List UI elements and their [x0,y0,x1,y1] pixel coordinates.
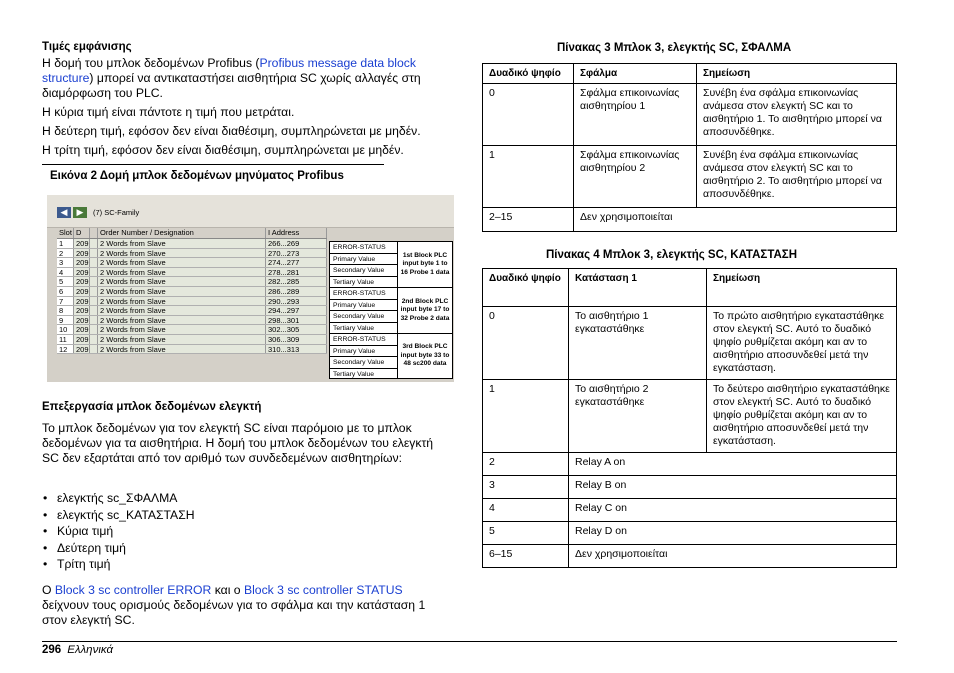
page-footer [42,644,113,656]
paragraph-block3 [42,583,452,628]
table-cell: 3 [483,476,569,499]
slot-cell: 2 Words from Slave [98,306,266,315]
table-row [483,380,897,453]
screenshot-toolbar [47,195,454,228]
field-tertiary: Tertiary Value [333,324,375,332]
table-header-row [483,64,897,84]
slot-cell: 209 [76,286,89,296]
slot-cell: 12 [57,345,74,354]
field-error-status: ERROR-STATUS [330,334,397,346]
paragraph-structure [42,56,452,101]
slot-cell: 2 [57,249,74,258]
block3-error-link[interactable]: Block 3 sc controller ERROR [54,583,212,597]
paragraph-secondary: Η δεύτερη τιμή, εφόσον δεν είναι διαθέσιμη, συμπληρώνεται με μηδέν. [42,124,421,138]
slot-cell: 5 [57,277,74,286]
field-error-status: ERROR-STATUS [330,242,397,254]
slot-cell: 2 Words from Slave [98,258,266,267]
table-row [483,208,897,232]
slot-cell [90,277,98,286]
figure-divider [42,164,384,165]
slot-cell: 2 Words from Slave [98,325,266,334]
table-cell: Δεν χρησιμοποιείται [574,208,897,232]
slot-cell: 302...305 [266,325,327,334]
slot-grid [57,228,327,354]
back-arrow-icon: ◀ [57,207,71,218]
slot-cell [90,268,98,277]
col-blank [90,228,98,238]
slot-cell: 282...285 [266,277,327,286]
block-legend [329,241,453,379]
text: Η δομή του μπλοκ δεδομένων Profibus ( [42,56,260,70]
block-1-desc: 1st Block PLC input byte 1 to 16 Probe 1 data [400,251,450,276]
slot-row [57,249,327,259]
table-row [483,146,897,208]
slot-cell: 209 [76,239,89,248]
slot-row [57,297,327,307]
header-bit: Δυαδικό ψηφίο [483,64,574,84]
header-status: Κατάσταση 1 [569,269,707,307]
slot-row [57,287,327,297]
controller-bullet-list [42,490,195,573]
table-cell: 1 [483,146,574,208]
block-2-desc: 2nd Block PLC input byte 17 to 32 Probe 2 data [400,297,450,322]
text: δείχνουν τους ορισμούς δεδομένων για το σφάλμα και την κατάσταση 1 στον ελεγκτή SC. [42,598,426,627]
col-order: Order Number / Designation [98,228,266,238]
slot-cell: 2 Words from Slave [98,239,266,248]
slot-cell: 266...269 [266,239,327,248]
table-row [483,84,897,146]
table-cell: Το αισθητήριο 1 εγκαταστάθηκε [569,307,707,380]
field-secondary: Secondary Value [330,311,397,323]
table-cell: Σφάλμα επικοινωνίας αισθητηρίου 1 [574,84,697,146]
slot-row [57,239,327,249]
slot-cell [90,239,98,248]
slot-cell: 3 [57,258,74,267]
text: Ο [42,583,55,597]
table-row [483,476,897,499]
table-cell: Συνέβη ένα σφάλμα επικοινωνίας ανάμεσα στον ελεγκτή SC και το αισθητήριο 1. Το αισθητήριο μπορεί να αποσυνδέθηκε. [697,84,897,146]
table-cell: 0 [483,84,574,146]
left-column [42,40,452,158]
slot-cell: 2 Words from Slave [98,345,266,354]
paragraph-controller: Το μπλοκ δεδομένων για τον ελεγκτή SC είναι παρόμοιο με το μπλοκ δεδομένων για τα αισθητήρια. Η δομή του μπλοκ δεδομένων του ελεγκτή SC δεν εξαρτάται από τον αριθμό των συνδεδεμένων αισθητηρίων: [42,421,434,465]
block-3-desc: 3rd Block PLC input byte 33 to 48 sc200 data [400,343,450,368]
slot-cell: 2 Words from Slave [98,316,266,325]
slot-cell: 2 Words from Slave [98,287,266,296]
table3-caption: Πίνακας 3 Μπλοκ 3, ελεγκτής SC, ΣΦΑΛΜΑ [557,42,792,54]
table-cell: Relay A on [569,453,897,476]
slot-cell: 1 [57,239,74,248]
table-cell: 2–15 [483,208,574,232]
slot-cell [90,306,98,315]
slot-cell: 306...309 [266,335,327,344]
field-tertiary: Tertiary Value [333,370,375,378]
header-note: Σημείωση [697,64,897,84]
slot-row [57,345,327,355]
table-row [483,522,897,545]
table4-caption: Πίνακας 4 Μπλοκ 3, ελεγκτής SC, ΚΑΤΑΣΤΑΣΗ [546,249,797,261]
slot-cell: 209 [76,296,89,306]
list-item: • Κύρια τιμή [42,523,195,540]
slot-cell: 2 Words from Slave [98,277,266,286]
text: και ο [211,583,244,597]
field-secondary: Secondary Value [330,265,397,277]
slot-grid-header [57,228,327,239]
slot-cell: 2 Words from Slave [98,249,266,258]
field-tertiary: Tertiary Value [333,278,375,286]
text: ) μπορεί να αντικαταστήσει αισθητήρια SC χωρίς αλλαγές στη διαμόρφωση του PLC. [42,71,421,100]
forward-arrow-icon: ▶ [73,207,87,218]
slot-cell: 298...301 [266,316,327,325]
slot-cell: 274...277 [266,258,327,267]
field-secondary: Secondary Value [330,357,397,369]
table-row [483,499,897,522]
slot-cell [90,297,98,306]
slot-cell [90,249,98,258]
table-row [483,307,897,380]
slot-cell: 11 [57,335,74,344]
table-row [483,453,897,476]
table-cell: 4 [483,499,569,522]
slot-cell: 209 [76,267,89,277]
header-error: Σφάλμα [574,64,697,84]
slot-row [57,325,327,335]
slot-row [57,306,327,316]
table-cell: Δεν χρησιμοποιείται [569,545,897,568]
section-heading-controller: Επεξεργασία μπλοκ δεδομένων ελεγκτή [42,401,262,413]
slot-cell: 270...273 [266,249,327,258]
slot-cell [90,335,98,344]
slot-row [57,268,327,278]
slot-cell: 294...297 [266,306,327,315]
table-header-row [483,269,897,307]
block-1 [329,241,453,287]
table-cell: Relay C on [569,499,897,522]
table-cell: Το δεύτερο αισθητήριο εγκαταστάθηκε στον ελεγκτή SC. Αυτό το δυαδικό ψηφίο ρυθμίζεται ακόμη και αν το αισθητήριο αποσυνδεθεί μετά την εγκατάσταση. [707,380,897,453]
table-row [483,545,897,568]
header-note: Σημείωση [707,269,897,307]
slot-row [57,277,327,287]
slot-cell: 209 [76,325,89,334]
col-d: D [74,228,90,238]
slot-cell: 209 [76,306,89,315]
slot-cell: 209 [76,258,89,267]
slot-cell: 9 [57,316,74,325]
slot-cell: 310...313 [266,345,327,354]
field-primary: Primary Value [330,346,397,358]
paragraph-primary: Η κύρια τιμή είναι πάντοτε η τιμή που μετράται. [42,105,295,119]
block-2 [329,287,453,333]
slot-row [57,316,327,326]
slot-cell: 2 Words from Slave [98,335,266,344]
table-cell: 0 [483,307,569,380]
field-primary: Primary Value [330,300,397,312]
slot-cell: 4 [57,268,74,277]
figure-caption: Εικόνα 2 Δομή μπλοκ δεδομένων μηνύματος Profibus [50,170,344,182]
table-cell: Συνέβη ένα σφάλμα επικοινωνίας ανάμεσα στον ελεγκτή SC και το αισθητήριο 2. Το αισθητήριο μπορεί να αποσυνδέθηκε. [697,146,897,208]
field-primary: Primary Value [330,254,397,266]
slot-cell: 286...289 [266,287,327,296]
list-item: • ελεγκτής sc_ΚΑΤΑΣΤΑΣΗ [42,507,195,524]
profibus-config-screenshot [47,195,454,382]
slot-cell: 209 [76,315,89,325]
profibus-structure-link[interactable]: Profibus message data block structure [42,56,416,85]
table-cell: Το αισθητήριο 2 εγκαταστάθηκε [569,380,707,453]
footer-language: Ελληνικά [67,644,114,656]
table-cell: 2 [483,453,569,476]
screenshot-title: (7) SC-Family [93,208,140,217]
slot-cell: 209 [76,344,89,354]
list-item: • Δεύτερη τιμή [42,540,195,557]
paragraph-tertiary: Η τρίτη τιμή, εφόσον δεν είναι διαθέσιμη, συμπληρώνεται με μηδέν. [42,143,404,157]
block3-status-link[interactable]: Block 3 sc controller STATUS [243,583,403,597]
slot-cell: 278...281 [266,268,327,277]
header-bit: Δυαδικό ψηφίο [483,269,569,307]
table-cell: 5 [483,522,569,545]
slot-cell: 2 Words from Slave [98,268,266,277]
table-error [482,63,897,232]
slot-cell: 209 [76,277,89,286]
slot-cell [90,316,98,325]
slot-cell [90,287,98,296]
slot-cell: 209 [76,334,89,344]
block-3 [329,333,453,379]
slot-cell [90,345,98,354]
col-slot: Slot [57,228,74,238]
slot-cell: 10 [57,325,74,334]
footer-divider [42,641,897,642]
slot-cell: 290...293 [266,297,327,306]
slot-cell: 6 [57,287,74,296]
list-item: • ελεγκτής sc_ΣΦΑΛΜΑ [42,490,195,507]
section-heading: Τιμές εμφάνισης [42,41,132,53]
table-status [482,268,897,568]
col-address: I Address [266,228,327,238]
table-cell: Relay D on [569,522,897,545]
slot-cell: 2 Words from Slave [98,297,266,306]
field-error-status: ERROR-STATUS [330,288,397,300]
slot-cell [90,325,98,334]
table-cell: Relay B on [569,476,897,499]
page-number: 296 [42,644,62,656]
slot-cell: 209 [76,248,89,258]
slot-row [57,335,327,345]
table-cell: Το πρώτο αισθητήριο εγκαταστάθηκε στον ελεγκτή SC. Αυτό το δυαδικό ψηφίο ρυθμίζεται ακόμη και αν το αισθητήριο αποσυνδεθεί μετά την εγκατάσταση. [707,307,897,380]
slot-cell [90,258,98,267]
table-cell: 6–15 [483,545,569,568]
list-item: • Τρίτη τιμή [42,556,195,573]
table-cell: 1 [483,380,569,453]
slot-cell: 7 [57,297,74,306]
slot-row [57,258,327,268]
slot-cell: 8 [57,306,74,315]
table-cell: Σφάλμα επικοινωνίας αισθητηρίου 2 [574,146,697,208]
